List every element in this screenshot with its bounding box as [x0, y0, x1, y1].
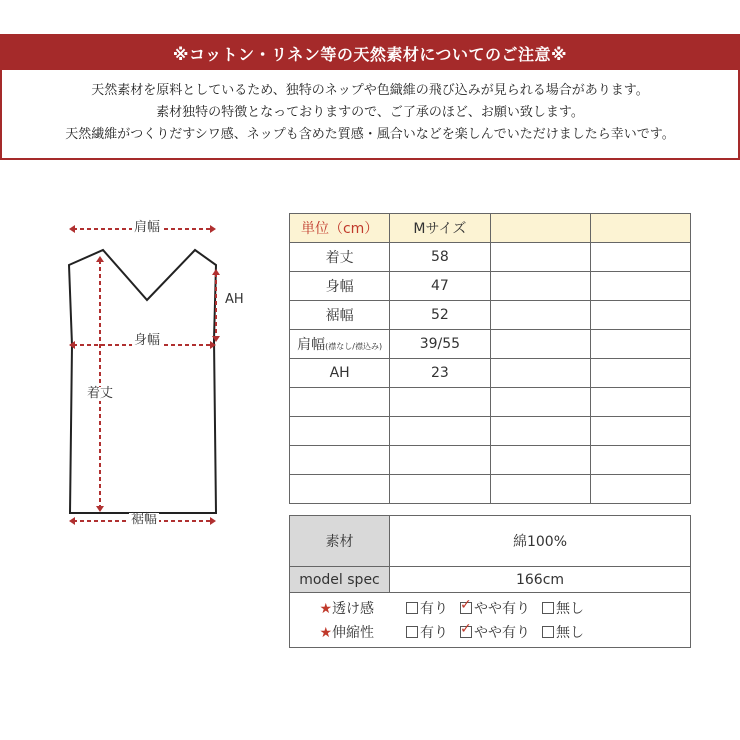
material-label: 素材 — [290, 516, 390, 567]
checkbox-icon — [406, 602, 418, 614]
empty-cell — [490, 475, 590, 504]
spec-table — [289, 515, 691, 648]
row-label: 身幅 — [290, 272, 390, 301]
model-value: 166cm — [390, 567, 691, 593]
feature-name: 透け感 — [332, 601, 374, 617]
option-label: 有り — [420, 601, 448, 617]
table-row — [290, 359, 691, 388]
star-icon: ★ — [319, 601, 332, 617]
ah-label: AH — [225, 292, 244, 307]
features-cell — [290, 593, 691, 648]
row-label-note: (襟なし/襟込み) — [325, 342, 383, 351]
row-label: 着丈 — [290, 243, 390, 272]
empty-cell — [590, 475, 690, 504]
table-row — [290, 330, 691, 359]
empty-cell — [390, 475, 490, 504]
option-label: やや有り — [474, 625, 530, 641]
row-value: 23 — [390, 359, 490, 388]
empty-cell — [490, 330, 590, 359]
empty-cell — [390, 388, 490, 417]
empty-cell — [490, 417, 590, 446]
empty-cell — [590, 359, 690, 388]
notice-line: 天然素材を原料としているため、独特のネップや色織維の飛び込みが見られる場合があります。 — [91, 83, 649, 98]
checkbox-icon — [542, 626, 554, 638]
row-label — [290, 330, 390, 359]
row-label: 裾幅 — [290, 301, 390, 330]
empty-cell — [490, 243, 590, 272]
table-row — [290, 475, 691, 504]
model-label: model spec — [290, 567, 390, 593]
empty-cell — [290, 388, 390, 417]
checked-checkbox-icon — [460, 626, 472, 638]
empty-cell — [590, 272, 690, 301]
table-row — [290, 272, 691, 301]
size-header: Mサイズ — [390, 214, 490, 243]
row-label: AH — [290, 359, 390, 388]
option-somewhat — [460, 622, 530, 642]
empty-cell — [490, 214, 590, 243]
length-label: 着丈 — [87, 386, 114, 401]
empty-cell — [590, 388, 690, 417]
empty-cell — [590, 446, 690, 475]
table-row — [290, 301, 691, 330]
checkbox-icon — [406, 626, 418, 638]
empty-cell — [490, 388, 590, 417]
notice-line: 素材独特の特徴となっておりますので、ご了承のほど、お願い致します。 — [156, 105, 584, 120]
option-yes — [406, 622, 448, 642]
table-row — [290, 417, 691, 446]
notice-line: 天然繊維がつくりだすシワ感、ネップも含めた質感・風合いなどを楽しんでいただけましたら幸いです。 — [65, 127, 675, 142]
table-row — [290, 446, 691, 475]
size-table — [289, 213, 691, 504]
size-table-header — [290, 214, 691, 243]
star-icon: ★ — [319, 625, 332, 641]
empty-cell — [490, 272, 590, 301]
empty-cell — [390, 446, 490, 475]
empty-cell — [390, 417, 490, 446]
empty-cell — [490, 301, 590, 330]
feature-name: 伸縮性 — [332, 625, 374, 641]
garment-outline — [55, 210, 255, 530]
option-somewhat — [460, 598, 530, 618]
garment-diagram — [55, 210, 255, 530]
checkbox-icon — [542, 602, 554, 614]
row-value: 47 — [390, 272, 490, 301]
option-none — [542, 622, 584, 642]
empty-cell — [490, 359, 590, 388]
empty-cell — [290, 446, 390, 475]
option-label: 無し — [556, 601, 584, 617]
feature-sheerness — [290, 596, 690, 620]
option-label: 無し — [556, 625, 584, 641]
row-value: 52 — [390, 301, 490, 330]
material-value: 綿100% — [390, 516, 691, 567]
empty-cell — [590, 330, 690, 359]
empty-cell — [590, 301, 690, 330]
feature-stretch — [290, 620, 690, 644]
row-value: 39/55 — [390, 330, 490, 359]
unit-header: 単位（cm） — [290, 214, 390, 243]
empty-cell — [590, 214, 690, 243]
feature-label — [308, 598, 406, 618]
option-label: やや有り — [474, 601, 530, 617]
row-label-text: 肩幅 — [297, 337, 326, 353]
shoulder-label: 肩幅 — [134, 220, 161, 235]
option-yes — [406, 598, 448, 618]
empty-cell — [290, 417, 390, 446]
feature-label — [308, 622, 406, 642]
empty-cell — [490, 446, 590, 475]
row-value: 58 — [390, 243, 490, 272]
notice-title: ※コットン・リネン等の天然素材についてのご注意※ — [2, 36, 738, 70]
notice-body — [2, 70, 738, 146]
option-label: 有り — [420, 625, 448, 641]
empty-cell — [590, 243, 690, 272]
table-row — [290, 243, 691, 272]
table-row — [290, 388, 691, 417]
option-none — [542, 598, 584, 618]
material-row — [290, 516, 691, 567]
checked-checkbox-icon — [460, 602, 472, 614]
notice-box — [0, 34, 740, 160]
hem-label: 裾幅 — [131, 512, 158, 527]
model-row — [290, 567, 691, 593]
empty-cell — [590, 417, 690, 446]
body-width-label: 身幅 — [134, 333, 161, 348]
features-row — [290, 593, 691, 648]
empty-cell — [290, 475, 390, 504]
